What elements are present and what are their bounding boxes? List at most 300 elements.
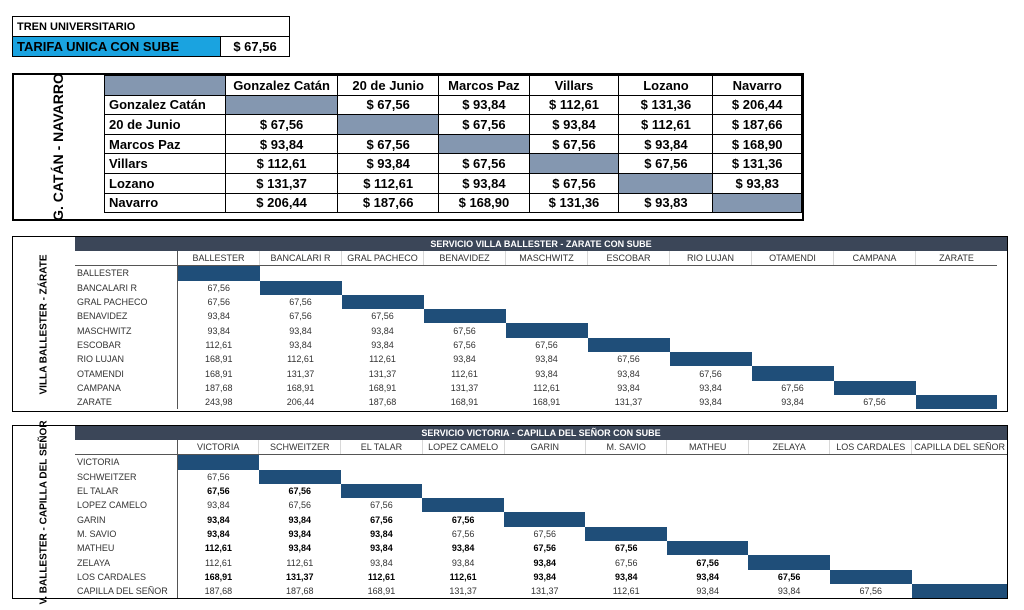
matrix-row-header: Navarro [105, 193, 226, 213]
service1-fare-cell: 168,91 [204, 354, 233, 365]
service1-column-header: ESCOBAR [588, 251, 670, 266]
service1-empty-cell [670, 266, 752, 281]
service1-empty-cell [752, 323, 834, 337]
matrix-column-header: Navarro [713, 76, 802, 96]
service2-row-header: CAPILLA DEL SEÑOR [75, 584, 177, 598]
service1-empty-cell [670, 295, 752, 309]
service2-empty-cell [830, 527, 912, 541]
service1-empty-cell [834, 352, 916, 366]
matrix-fare-cell: $ 67,56 [619, 154, 713, 174]
service-victoria-capilla [12, 419, 1008, 605]
service1-fare-cell: 67,56 [453, 339, 476, 350]
service2-empty-cell [504, 470, 585, 484]
service2-fare-cell: 67,56 [696, 557, 719, 568]
service2-fare-cell: 93,84 [451, 557, 475, 568]
service1-empty-cell [752, 295, 834, 309]
service1-fare-cell: 67,56 [863, 397, 886, 408]
service1-row [75, 323, 997, 337]
service2-fare-cell: 112,61 [286, 557, 314, 568]
matrix-fare-cell: $ 131,36 [529, 193, 619, 213]
service2-fare-cell: 168,91 [204, 571, 233, 582]
service2-diagonal-cell [585, 527, 667, 541]
service2-fare-cell: 67,56 [777, 571, 801, 582]
service2-empty-cell [830, 470, 912, 484]
service1-empty-cell [424, 295, 506, 309]
service2-row [75, 570, 1007, 584]
service2-row-header: M. SAVIO [75, 527, 177, 541]
service2-fare-cell: 67,56 [370, 514, 393, 525]
service2-fare-cell: 131,37 [449, 586, 477, 597]
service1-fare-cell: 93,84 [781, 397, 804, 408]
service1-empty-cell [916, 366, 998, 380]
service2-column-header: VICTORIA [177, 440, 259, 455]
service2-empty-cell [912, 484, 1007, 498]
service1-row-header: RIO LUJAN [75, 352, 178, 366]
service1-fare-cell: 67,56 [207, 297, 231, 308]
matrix-fare-cell: $ 112,61 [619, 115, 713, 135]
matrix-fare-cell: $ 93,84 [337, 154, 438, 174]
service2-empty-cell [585, 455, 667, 470]
matrix-fare-cell: $ 93,83 [713, 173, 802, 193]
matrix-fare-cell: $ 93,84 [439, 173, 529, 193]
matrix-diagonal-cell [439, 134, 529, 154]
header-title: TREN UNIVERSITARIO [13, 17, 290, 37]
service2-empty-cell [912, 527, 1007, 541]
service2-fare-cell: 112,61 [204, 557, 232, 568]
service1-fare-cell: 93,84 [535, 354, 558, 365]
service1-row-header: OTAMENDI [75, 366, 178, 380]
service1-diagonal-cell [178, 266, 260, 281]
service1-diagonal-cell [506, 323, 588, 337]
service2-empty-cell [912, 555, 1007, 569]
matrix-fare-cell: $ 67,56 [337, 134, 438, 154]
service1-empty-cell [752, 309, 834, 323]
service2-empty-cell [585, 484, 667, 498]
service1-empty-cell [752, 338, 834, 352]
service2-empty-cell [422, 484, 504, 498]
service2-table [75, 440, 1007, 598]
service1-empty-cell [506, 281, 588, 295]
service1-empty-cell [342, 266, 424, 281]
service2-fare-cell: 112,61 [204, 543, 232, 554]
service1-diagonal-cell [752, 366, 834, 380]
service1-empty-cell [752, 266, 834, 281]
service1-fare-cell: 187,68 [368, 397, 397, 408]
service2-fare-cell: 93,84 [370, 543, 393, 554]
service1-fare-cell: 93,84 [617, 382, 640, 393]
service1-row [75, 309, 997, 323]
matrix-diagonal-cell [337, 115, 438, 135]
service1-row-header: BENAVIDEZ [75, 309, 178, 323]
service1-empty-cell [916, 266, 998, 281]
service2-column-header: SCHWEITZER [259, 440, 341, 455]
service2-empty-cell [585, 498, 667, 512]
service1-fare-cell: 67,56 [781, 382, 804, 393]
service1-empty-cell [834, 366, 916, 380]
service2-corner-cell [75, 440, 177, 455]
service2-fare-cell: 187,68 [286, 586, 314, 597]
service1-fare-cell: 131,37 [450, 382, 479, 393]
service2-empty-cell [830, 498, 912, 512]
service2-diagonal-cell [177, 455, 259, 470]
service1-fare-cell: 93,84 [699, 382, 722, 393]
service2-row-header: LOS CARDALES [75, 570, 177, 584]
service2-empty-cell [667, 498, 748, 512]
service2-fare-cell: 93,84 [614, 571, 638, 582]
service2-diagonal-cell [667, 541, 748, 555]
service1-row [75, 395, 997, 409]
service1-diagonal-cell [424, 309, 506, 323]
service1-empty-cell [588, 323, 670, 337]
service1-fare-cell: 93,84 [289, 325, 312, 336]
service2-fare-cell: 93,84 [370, 528, 393, 539]
matrix-fare-cell: $ 168,90 [439, 193, 529, 213]
service2-fare-cell: 67,56 [533, 528, 557, 539]
service1-diagonal-cell [588, 338, 670, 352]
service2-diagonal-cell [259, 470, 341, 484]
service2-fare-cell: 67,56 [451, 514, 475, 525]
service2-row-header: VICTORIA [75, 455, 177, 470]
service2-side-label-box [13, 419, 75, 605]
service2-fare-cell: 93,84 [533, 571, 557, 582]
service2-row [75, 484, 1007, 498]
service1-column-header: ZARATE [916, 251, 998, 266]
service2-fare-cell: 131,37 [286, 571, 314, 582]
service2-fare-cell: 93,84 [533, 557, 557, 568]
service1-empty-cell [670, 281, 752, 295]
service1-fare-cell: 67,56 [207, 282, 231, 293]
service1-diagonal-cell [342, 295, 424, 309]
service1-empty-cell [834, 266, 916, 281]
matrix-fare-cell: $ 93,84 [439, 95, 529, 115]
service2-diagonal-cell [504, 512, 585, 526]
service2-empty-cell [667, 512, 748, 526]
service1-row-header: GRAL PACHECO [75, 295, 178, 309]
service2-row [75, 512, 1007, 526]
service2-fare-cell: 187,68 [204, 586, 233, 597]
matrix-row [105, 115, 802, 135]
service1-column-header: OTAMENDI [752, 251, 834, 266]
service1-fare-cell: 131,37 [286, 368, 315, 379]
service2-column-header: ZELAYA [748, 440, 829, 455]
service2-empty-cell [830, 555, 912, 569]
matrix-table [104, 75, 802, 213]
matrix-row [105, 95, 802, 115]
service2-fare-cell: 93,84 [777, 586, 801, 597]
service2-row-header: SCHWEITZER [75, 470, 177, 484]
service1-column-header: CAMPANA [834, 251, 916, 266]
service1-row-header: BALLESTER [75, 266, 178, 281]
service2-empty-cell [748, 484, 829, 498]
matrix-fare-cell: $ 131,37 [226, 173, 338, 193]
service2-empty-cell [667, 527, 748, 541]
matrix-fare-cell: $ 67,56 [439, 115, 529, 135]
service1-empty-cell [588, 309, 670, 323]
service1-row-header: ESCOBAR [75, 338, 178, 352]
service1-empty-cell [834, 309, 916, 323]
service1-fare-cell: 112,61 [205, 339, 233, 350]
matrix-fare-cell: $ 187,66 [713, 115, 802, 135]
service1-fare-cell: 93,84 [371, 325, 394, 336]
service2-empty-cell [585, 470, 667, 484]
service2-empty-cell [748, 541, 829, 555]
service2-row [75, 455, 1007, 470]
service1-fare-cell: 112,61 [533, 382, 560, 393]
matrix-fare-cell: $ 187,66 [337, 193, 438, 213]
matrix-fare-cell: $ 67,56 [439, 154, 529, 174]
service1-diagonal-cell [834, 381, 916, 395]
service1-diagonal-cell [916, 395, 998, 409]
service2-empty-cell [912, 455, 1007, 470]
service2-fare-cell: 93,84 [288, 528, 312, 539]
matrix-fare-cell: $ 112,61 [529, 95, 619, 115]
header-fare-price: $ 67,56 [221, 37, 290, 57]
matrix-column-header: Villars [529, 76, 619, 96]
service2-side-label: V. BALLESTER - CAPILLA DEL SEÑOR [38, 419, 50, 605]
service1-row-header: BANCALARI R [75, 281, 178, 295]
matrix-row-header: Gonzalez Catán [105, 95, 226, 115]
service2-row-header: EL TALAR [75, 484, 177, 498]
service1-fare-cell: 168,91 [286, 382, 315, 393]
header-fare-label: TARIFA UNICA CON SUBE [13, 37, 221, 57]
service2-empty-cell [830, 455, 912, 470]
service2-fare-cell: 67,56 [288, 500, 312, 511]
service2-empty-cell [830, 484, 912, 498]
service1-fare-cell: 112,61 [287, 354, 314, 365]
service2-empty-cell [341, 455, 423, 470]
service1-empty-cell [424, 266, 506, 281]
service1-header-row [75, 251, 997, 266]
matrix-corner-cell [105, 76, 226, 96]
service1-diagonal-cell [260, 281, 342, 295]
service2-row [75, 527, 1007, 541]
service1-fare-cell: 93,84 [453, 354, 476, 365]
matrix-fare-cell: $ 93,83 [619, 193, 713, 213]
service1-fare-cell: 93,84 [289, 339, 312, 350]
service1-fare-cell: 131,37 [368, 368, 397, 379]
service2-empty-cell [504, 455, 585, 470]
service2-diagonal-cell [748, 555, 829, 569]
service1-fare-cell: 112,61 [369, 354, 396, 365]
service1-empty-cell [916, 295, 998, 309]
service2-empty-cell [830, 512, 912, 526]
service1-row [75, 366, 997, 380]
service2-empty-cell [504, 484, 585, 498]
matrix-column-header: Lozano [619, 76, 713, 96]
service2-fare-cell: 67,56 [207, 471, 230, 482]
service2-column-header: GARIN [504, 440, 585, 455]
service2-empty-cell [748, 512, 829, 526]
service2-column-header: LOS CARDALES [830, 440, 912, 455]
matrix-side-label-box [14, 75, 102, 219]
service1-fare-cell: 67,56 [699, 368, 722, 379]
service2-empty-cell [912, 498, 1007, 512]
service2-empty-cell [585, 512, 667, 526]
service1-row [75, 281, 997, 295]
service2-empty-cell [830, 541, 912, 555]
catan-navarro-matrix [12, 73, 804, 221]
matrix-header-row [105, 76, 802, 96]
service2-fare-cell: 67,56 [207, 486, 230, 497]
matrix-column-header: Gonzalez Catán [226, 76, 338, 96]
service1-empty-cell [670, 338, 752, 352]
service2-row-header: ZELAYA [75, 555, 177, 569]
service1-empty-cell [834, 295, 916, 309]
service1-title: SERVICIO VILLA BALLESTER - ZARATE CON SUBE [75, 237, 1007, 251]
service2-empty-cell [667, 484, 748, 498]
service1-empty-cell [260, 266, 342, 281]
matrix-row [105, 193, 802, 213]
service1-column-header: BALLESTER [178, 251, 260, 266]
service2-column-header: MATHEU [667, 440, 748, 455]
service2-empty-cell [748, 455, 829, 470]
service2-column-header: LOPEZ CAMELO [422, 440, 504, 455]
service1-column-header: BANCALARI R [260, 251, 342, 266]
matrix-row-header: Marcos Paz [105, 134, 226, 154]
service2-fare-cell: 93,84 [451, 543, 475, 554]
service2-fare-cell: 67,56 [288, 486, 312, 497]
service2-fare-cell: 93,84 [696, 586, 719, 597]
matrix-row [105, 154, 802, 174]
service1-row-header: ZARATE [75, 395, 178, 409]
service1-fare-cell: 67,56 [453, 325, 476, 336]
service1-empty-cell [752, 352, 834, 366]
matrix-row-header: Villars [105, 154, 226, 174]
service2-fare-cell: 168,91 [367, 586, 396, 597]
service1-empty-cell [506, 309, 588, 323]
service1-empty-cell [916, 323, 998, 337]
service2-empty-cell [912, 470, 1007, 484]
service1-fare-cell: 93,84 [207, 325, 231, 336]
service2-fare-cell: 93,84 [207, 500, 230, 511]
service1-column-header: MASCHWITZ [506, 251, 588, 266]
service1-empty-cell [670, 309, 752, 323]
service2-header-row [75, 440, 1007, 455]
service2-empty-cell [667, 470, 748, 484]
service-ballester-zarate [12, 236, 1008, 412]
service2-empty-cell [748, 498, 829, 512]
service1-row [75, 338, 997, 352]
service1-empty-cell [588, 281, 670, 295]
service2-row [75, 498, 1007, 512]
service2-fare-cell: 93,84 [207, 514, 230, 525]
service2-empty-cell [259, 455, 341, 470]
service2-empty-cell [422, 470, 504, 484]
service2-fare-cell: 112,61 [367, 571, 395, 582]
matrix-side-label: G. CATÁN - NAVARRO [50, 73, 67, 221]
matrix-fare-cell: $ 67,56 [226, 115, 338, 135]
matrix-row [105, 173, 802, 193]
service1-fare-cell: 168,91 [368, 382, 397, 393]
matrix-fare-cell: $ 168,90 [713, 134, 802, 154]
service1-fare-cell: 93,84 [207, 311, 231, 322]
service2-row-header: MATHEU [75, 541, 177, 555]
service1-fare-cell: 187,68 [204, 382, 233, 393]
service2-fare-cell: 93,84 [288, 514, 312, 525]
service1-column-header: GRAL PACHECO [342, 251, 424, 266]
service2-fare-cell: 67,56 [859, 586, 883, 597]
matrix-column-header: Marcos Paz [439, 76, 529, 96]
service2-row-header: LOPEZ CAMELO [75, 498, 177, 512]
service1-corner-cell [75, 251, 178, 266]
service1-empty-cell [916, 338, 998, 352]
service2-empty-cell [422, 455, 504, 470]
service2-empty-cell [912, 570, 1007, 584]
matrix-fare-cell: $ 206,44 [226, 193, 338, 213]
matrix-fare-cell: $ 93,84 [529, 115, 619, 135]
service2-empty-cell [748, 527, 829, 541]
matrix-fare-cell: $ 112,61 [337, 173, 438, 193]
matrix-row-header: 20 de Junio [105, 115, 226, 135]
service2-column-header: M. SAVIO [585, 440, 667, 455]
service1-fare-cell: 67,56 [535, 339, 558, 350]
service1-fare-cell: 243,98 [204, 397, 233, 408]
service1-row [75, 381, 997, 395]
service2-fare-cell: 67,56 [614, 543, 638, 554]
service2-row [75, 470, 1007, 484]
service2-fare-cell: 67,56 [614, 557, 638, 568]
matrix-column-header: 20 de Junio [337, 76, 438, 96]
service1-empty-cell [506, 295, 588, 309]
service1-table [75, 251, 997, 409]
service1-empty-cell [916, 381, 998, 395]
service1-empty-cell [916, 309, 998, 323]
service1-fare-cell: 93,84 [535, 368, 558, 379]
service1-row-header: MASCHWITZ [75, 323, 178, 337]
service1-empty-cell [342, 281, 424, 295]
service2-empty-cell [667, 455, 748, 470]
matrix-row-header: Lozano [105, 173, 226, 193]
matrix-fare-cell: $ 93,84 [619, 134, 713, 154]
service1-empty-cell [916, 281, 998, 295]
service2-row [75, 541, 1007, 555]
service1-empty-cell [506, 266, 588, 281]
service2-diagonal-cell [830, 570, 912, 584]
service2-fare-cell: 93,84 [207, 528, 230, 539]
service2-fare-cell: 93,84 [288, 543, 312, 554]
service1-fare-cell: 206,44 [286, 397, 315, 408]
service2-empty-cell [912, 541, 1007, 555]
service2-diagonal-cell [422, 498, 504, 512]
service1-fare-cell: 67,56 [289, 311, 312, 322]
matrix-row [105, 134, 802, 154]
service1-row-header: CAMPANA [75, 381, 178, 395]
service1-fare-cell: 168,91 [204, 368, 233, 379]
service1-fare-cell: 93,84 [699, 397, 722, 408]
service2-fare-cell: 131,37 [531, 586, 559, 597]
service2-fare-cell: 112,61 [449, 571, 477, 582]
service1-fare-cell: 131,37 [614, 397, 643, 408]
tariff-header [12, 16, 290, 57]
matrix-fare-cell: $ 67,56 [529, 134, 619, 154]
service2-row [75, 584, 1007, 598]
service2-fare-cell: 93,84 [696, 571, 719, 582]
service1-row [75, 295, 997, 309]
service1-fare-cell: 93,84 [617, 368, 640, 379]
service2-fare-cell: 67,56 [533, 543, 557, 554]
matrix-fare-cell: $ 93,84 [226, 134, 338, 154]
service2-diagonal-cell [341, 484, 423, 498]
matrix-fare-cell: $ 112,61 [226, 154, 338, 174]
matrix-fare-cell: $ 131,36 [713, 154, 802, 174]
service2-column-header: EL TALAR [341, 440, 423, 455]
service2-empty-cell [912, 512, 1007, 526]
service1-empty-cell [834, 323, 916, 337]
service1-row [75, 266, 997, 281]
service1-diagonal-cell [670, 352, 752, 366]
service2-fare-cell: 67,56 [451, 528, 475, 539]
service2-title: SERVICIO VICTORIA - CAPILLA DEL SEÑOR CON SUBE [75, 426, 1007, 440]
